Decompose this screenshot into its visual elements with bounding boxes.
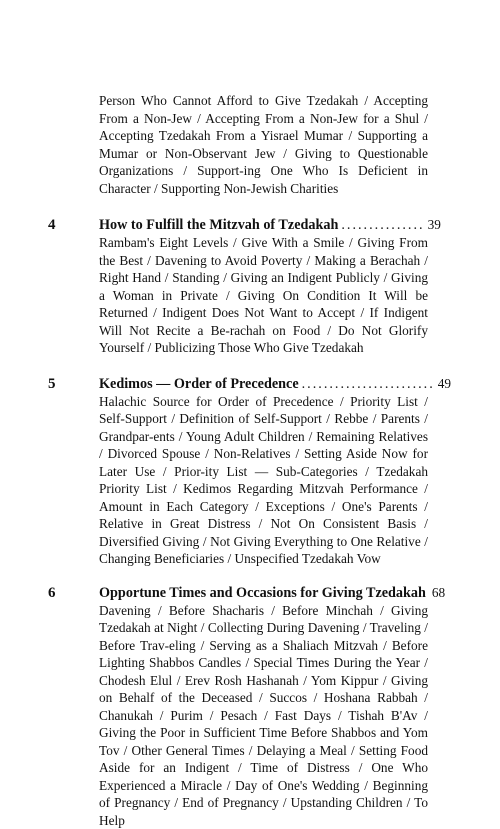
chapter-heading [99,375,428,393]
toc-entry-chapter-4[interactable] [48,216,428,357]
page-number: 68 [432,584,445,602]
chapter-description: Halachic Source for Order of Precedence / Priority List / Self-Support / Definition of Self-Support / Rebbe / Parents / Grandpar-ents / Young Adult Children / Remaining Relatives / Divorced Spouse / Non-Relatives / Setting Aside Now for Later Use / Prior-ity List — Sub-Categories / Tzedakah Priority List / Kedimos Regarding Mitzvah Performance / Amount in Each Category / Exceptions / One's Parents / Relative in Great Distress / Not On Consistent Basis / Diversified Giving / Not Giving Everything to One Relative / Changing Beneficiaries / Unspecified Tzedakah Vow [99,393,428,568]
toc-entry-chapter-6[interactable] [48,584,428,829]
chapter-number: 5 [48,375,56,393]
chapter-number: 6 [48,584,56,602]
chapter-description: Davening / Before Shacharis / Before Minchah / Giving Tzedakah at Night / Collecting During Davening / Traveling / Before Trav-eling / Serving as a Shaliach Mitzvah / Before Lighting Shabbos Candles / Special Times During the Year / Chodesh Elul / Erev Rosh Hashanah / Yom Kippur / Giving on Behalf of the Deceased / Succos / Hoshana Rabbah / Chanukah / Purim / Pesach / Fast Days / Tishah B'Av / Giving the Poor in Sufficient Time Before Shabbos and Yom Tov / Other General Times / Delaying a Meal / Setting Food Aside for an Indigent / Time of Distress / One Who Experienced a Miracle / Day of One's Wedding / Beginning of Pregnancy / End of Pregnancy / Upstanding Children / To Help [99,602,428,829]
chapter-number: 4 [48,216,56,234]
dot-leader: ........................ [302,375,435,393]
chapter-title: How to Fulfill the Mitzvah of Tzedakah [99,216,338,234]
chapter-3-continued-description: Person Who Cannot Afford to Give Tzedakah / Accepting From a Non-Jew / Accepting From a Non-Jew for a Shul / Accepting Tzedakah From a Yisrael Mumar / Supporting a Mumar or Non-Observant Jew / Giving to Questionable Organizations / Support-ing One Who Is Deficient in Character / Supporting Non-Jewish Charities [99,92,428,197]
chapter-title: Opportune Times and Occasions for Giving Tzedakah [99,584,426,602]
page-number: 39 [428,216,441,234]
page-number: 49 [438,375,451,393]
dot-leader: ............... [341,216,424,234]
chapter-heading [99,216,428,234]
chapter-heading [99,584,428,602]
toc-entry-chapter-5[interactable] [48,375,428,568]
chapter-title: Kedimos — Order of Precedence [99,375,299,393]
table-of-contents-page [48,92,428,829]
chapter-description: Rambam's Eight Levels / Give With a Smile / Giving From the Best / Davening to Avoid Poverty / Making a Berachah / Right Hand / Standing / Giving an Indigent Publicly / Giving a Woman in Private / Giving On Condition It Will be Returned / Indigent Does Not Want to Accept / If Indigent Will Not Recite a Be-rachah on Food / Do Not Glorify Yourself / Publicizing Those Who Give Tzedakah [99,234,428,357]
